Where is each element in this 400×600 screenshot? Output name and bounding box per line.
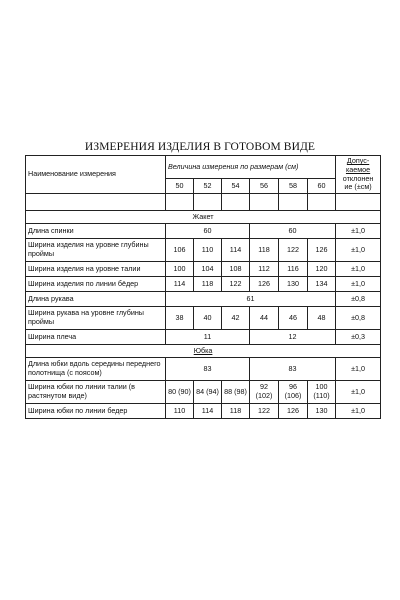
size-header: 60 [308, 179, 336, 194]
measurement-value: 40 [194, 307, 222, 330]
tolerance-value: ±1,0 [336, 381, 381, 404]
measurement-value: 46 [279, 307, 308, 330]
measurement-value: 110 [194, 239, 222, 262]
measurement-value: 112 [250, 262, 279, 277]
measurement-name: Длина рукава [26, 292, 166, 307]
measurement-value: 114 [222, 239, 250, 262]
measurement-name: Ширина плеча [26, 330, 166, 345]
measurement-value: 118 [250, 239, 279, 262]
measurement-value: 61 [166, 292, 336, 307]
measurements-table [25, 155, 381, 419]
measurement-name: Ширина юбки по линии талии (в растянутом виде) [26, 381, 166, 404]
measurement-value: 42 [222, 307, 250, 330]
header-tolerance-line-3: отклонен [342, 173, 374, 183]
measurement-value: 110 [166, 404, 194, 419]
measurement-value: 88 (98) [222, 381, 250, 404]
measurement-name: Ширина изделия на уровне талии [26, 262, 166, 277]
measurement-value: 11 [166, 330, 250, 345]
measurement-value: 96 (106) [279, 381, 308, 404]
measurement-value: 130 [279, 277, 308, 292]
header-size-measurement: Величина измерения по размерам (см) [166, 156, 336, 179]
tolerance-value: ±0,3 [336, 330, 381, 345]
measurement-value: 48 [308, 307, 336, 330]
table-row [26, 292, 381, 307]
measurement-name: Длина юбки вдоль середины переднего полотнища (с поясом) [26, 358, 166, 381]
empty-cell [336, 194, 381, 211]
measurement-value: 134 [308, 277, 336, 292]
measurement-value: 114 [194, 404, 222, 419]
measurement-value: 108 [222, 262, 250, 277]
measurement-value: 38 [166, 307, 194, 330]
tolerance-value: ±1,0 [336, 358, 381, 381]
measurement-value: 118 [194, 277, 222, 292]
document-title: ИЗМЕРЕНИЯ ИЗДЕЛИЯ В ГОТОВОМ ВИДЕ [84, 141, 316, 153]
size-header: 56 [250, 179, 279, 194]
table-row [26, 381, 381, 404]
size-header: 50 [166, 179, 194, 194]
empty-cell [222, 194, 250, 211]
empty-cell [194, 194, 222, 211]
table-row [26, 330, 381, 345]
measurement-value: 83 [166, 358, 250, 381]
header-tolerance-line-1: Допус- [346, 156, 370, 166]
measurement-value: 60 [166, 224, 250, 239]
measurement-name: Ширина рукава на уровне глубины проймы [26, 307, 166, 330]
measurement-name: Ширина юбки по линии бедер [26, 404, 166, 419]
measurement-value: 60 [250, 224, 336, 239]
measurement-value: 44 [250, 307, 279, 330]
table-row [26, 404, 381, 419]
measurement-name: Ширина изделия по линии бёдер [26, 277, 166, 292]
empty-cell [166, 194, 194, 211]
tolerance-value: ±0,8 [336, 307, 381, 330]
empty-cell [26, 194, 166, 211]
header-tolerance-line-2: каемое [345, 164, 371, 174]
measurement-name: Ширина изделия на уровне глубины проймы [26, 239, 166, 262]
tolerance-value: ±1,0 [336, 262, 381, 277]
tolerance-value: ±0,8 [336, 292, 381, 307]
measurement-value: 122 [250, 404, 279, 419]
table-row [26, 307, 381, 330]
measurement-value: 100 [166, 262, 194, 277]
measurement-value: 106 [166, 239, 194, 262]
size-header: 54 [222, 179, 250, 194]
measurement-value: 116 [279, 262, 308, 277]
empty-cell [279, 194, 308, 211]
empty-cell [308, 194, 336, 211]
measurement-value: 120 [308, 262, 336, 277]
table-row [26, 358, 381, 381]
section-jacket: Жакет [26, 211, 381, 224]
measurement-value: 126 [308, 239, 336, 262]
measurement-value: 83 [250, 358, 336, 381]
measurement-value: 104 [194, 262, 222, 277]
table-row [26, 262, 381, 277]
measurement-value: 126 [279, 404, 308, 419]
header-measurement-name: Наименование измерения [26, 156, 166, 194]
measurement-value: 92 (102) [250, 381, 279, 404]
tolerance-value: ±1,0 [336, 277, 381, 292]
table-row [26, 277, 381, 292]
table-row [26, 224, 381, 239]
measurement-value: 114 [166, 277, 194, 292]
header-tolerance [336, 156, 381, 194]
measurement-value: 12 [250, 330, 336, 345]
measurement-value: 130 [308, 404, 336, 419]
size-header: 58 [279, 179, 308, 194]
measurement-value: 100 (110) [308, 381, 336, 404]
measurement-value: 122 [222, 277, 250, 292]
measurement-value: 118 [222, 404, 250, 419]
empty-cell [250, 194, 279, 211]
measurement-value: 122 [279, 239, 308, 262]
measurement-value: 84 (94) [194, 381, 222, 404]
header-tolerance-line-4: ие (±см) [344, 182, 372, 192]
measurement-value: 80 (90) [166, 381, 194, 404]
section-skirt: Юбка [26, 345, 381, 358]
measurement-value: 126 [250, 277, 279, 292]
tolerance-value: ±1,0 [336, 404, 381, 419]
measurement-name: Длина спинки [26, 224, 166, 239]
tolerance-value: ±1,0 [336, 224, 381, 239]
size-header: 52 [194, 179, 222, 194]
table-row [26, 239, 381, 262]
tolerance-value: ±1,0 [336, 239, 381, 262]
